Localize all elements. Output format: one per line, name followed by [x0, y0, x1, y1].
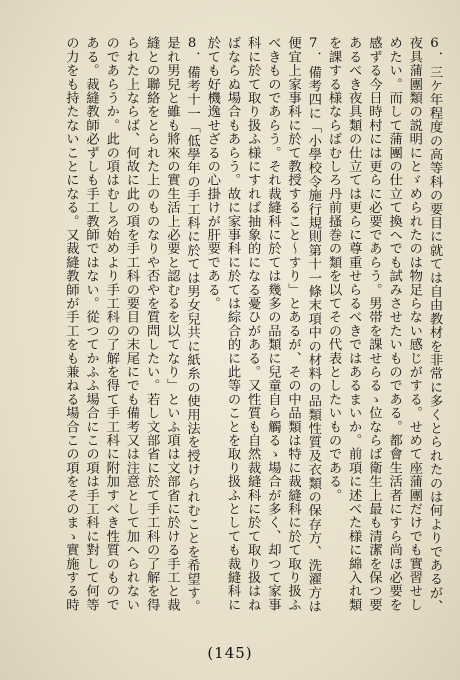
paragraph-item-7: 7．備考四に「小學校令施行規則第十一條末項中の材料の品類性質及衣類の保存方、洗濯方は便宜上家事科に於て教授すること～すり」とあるが、その中品類は特に裁縫科に於て取り扱ふべきものであらう。それ裁縫科に於ては幾多の品類に兒童自ら觸るゝ場合が多く、却つて家事科に於て取り扱ふ様にすれば抽象的になる憂ひがある。又性質も自然裁縫科に於て取り扱はねばならぬ場合もあらう。故に家事科に於ては綜合的に此等のことを取り扱ふとしても裁縫科に於ても好機逸せざるの心掛けが肝要である。: [204, 36, 321, 614]
paragraph-item-8: 8．備考十一「低學年の手工科に於ては男女兒共に紙糸の使用法を授けられむことを希望す。是れ男兒と雖も將來の實生活上必要と認むるを以てなり」といふ項は文部省に於ける手工と裁縫との聯絡をとられた上のものなりや否やを質問したい。若し文部省に於て手工科の了解を得られた上ならば、何故に此の項を手工科の要目の末尾にでも備考又は注意として加へられないのであらうか。此の項はむしろ始めより手工科の了解を得て手工科に附加すべき性質のものである。裁縫教師必ずしも手工教師ではない。從つてかふふ場合にこの項は手工科に對して何等の力をも持たないことになる。又裁縫教師が手工をも兼ねる場合この項をそのまゝ實施する時: [63, 36, 200, 614]
body-text: [12, 36, 444, 624]
page-number: (145): [207, 644, 253, 662]
paragraph-item-6: 6．三ケ年程度の高等科の要目に就ては自由教材を非常に多くとられたのは何よりであるが、夜具蒲團類の説明にとゞめられたのは物足らない感じがする。せめて座蒲團だけでも實習せしめたい。而して蒲團の仕立て換へでも試みさせたいものである。都會生活者にすら尚ほ必要を感ずる今日時村には更らに必要であらう。男帯を課せらるゝ位ならば衛生上最も清潔を保つ要あるべき夜具類の仕立ては更らに尊重せらるべきではあるまいか。前項に述べた様に綿入れ類を課する様ならばむしろ丹前搔巻の類を以てその代表としたいものである。: [325, 36, 442, 614]
